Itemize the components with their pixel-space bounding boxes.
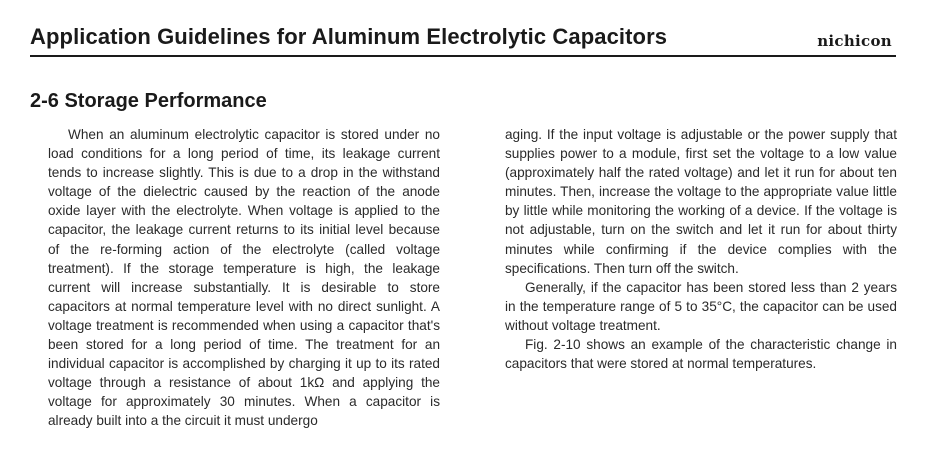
document-title: Application Guidelines for Aluminum Electrolytic Capacitors [30, 24, 668, 49]
body-paragraph: Generally, if the capacitor has been stored less than 2 years in the temperature range of 5 to 35°C, the capacitor can be used without voltage treatment. [505, 279, 897, 333]
page-header [30, 24, 896, 56]
left-column [48, 125, 440, 431]
section-title: 2-6 Storage Performance [30, 90, 267, 112]
body-paragraph: aging. If the input voltage is adjustable or the power supply that supplies power to a module, first set the voltage to a low value (approximately half the rated voltage) and let it run for about ten minutes. Then, increase the voltage to the appropriate value little by little while monitoring the working of a device. If the voltage is not adjustable, turn on the switch and let it run for about thirty minutes while confirming if the device complies with the specifications. Then turn off the switch. [505, 127, 897, 276]
body-paragraph: Fig. 2-10 shows an example of the characteristic change in capacitors that were stored at normal temperatures. [505, 337, 897, 372]
header-divider [30, 55, 896, 57]
right-column [505, 125, 897, 373]
body-paragraph: When an aluminum electrolytic capacitor is stored under no load conditions for a long period of time, its leakage current tends to increase slightly. This is due to a drop in the withstand voltage of the dielectric caused by the reaction of the anode oxide layer with the electrolyte. When voltage is applied to the capacitor, the leakage current returns to its initial level because of the re-forming action of the electrolyte (called voltage treatment). If the storage temperature is high, the leakage current will increase substantially. It is desirable to store capacitors at normal temperature level with no direct sunlight. A voltage treatment is recommended when using a capacitor that's been stored for a long period of time. The treatment for an individual capacitor is accomplished by charging it up to its rated voltage through a resistance of about 1kΩ and applying the voltage for approximately 30 minutes. When a capacitor is already built into a the circuit it must undergo [48, 127, 440, 429]
brand-logo: nichicon [817, 32, 892, 50]
